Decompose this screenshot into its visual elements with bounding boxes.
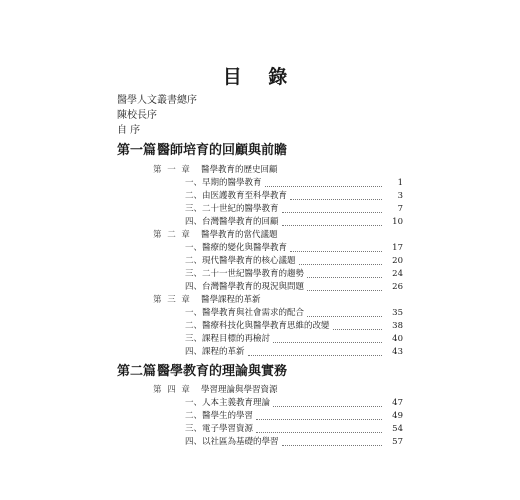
dot-leader: [248, 354, 382, 356]
toc-entry: [153, 268, 403, 281]
toc-entry: [153, 423, 403, 436]
entry-title: 一、人本主義教育理論: [185, 398, 271, 408]
chapter-number: 第 四 章: [153, 385, 192, 395]
dot-leader: [307, 289, 382, 291]
part-heading: [117, 360, 287, 379]
entry-page: 7: [397, 204, 403, 214]
toc-entry: [153, 242, 403, 255]
toc-entry: [153, 281, 403, 294]
dot-leader: [333, 328, 382, 330]
entry-title: 二、醫療科技化與醫學教育思維的改變: [185, 321, 330, 331]
part-title: 醫師培育的回顧與前瞻: [157, 143, 288, 158]
dot-leader: [290, 198, 382, 200]
entry-title: 二、由医護教育至科學教育: [185, 191, 288, 201]
part-heading: [117, 139, 287, 158]
chapter-title: 學習理論與學習資源: [201, 385, 278, 395]
entry-title: 一、醫療的變化與醫學教育: [185, 243, 288, 253]
toc-entry: [153, 177, 403, 190]
front-matter: [117, 93, 197, 138]
entry-page: 38: [392, 321, 403, 331]
toc-entry: [153, 346, 403, 359]
entry-page: 26: [392, 282, 403, 292]
chapter-heading: [153, 164, 403, 177]
entry-page: 54: [392, 424, 403, 434]
entry-page: 35: [392, 308, 403, 318]
entry-title: 三、二十一世紀醫學教育的趨勢: [185, 269, 305, 279]
toc-entry: [153, 216, 403, 229]
front-matter-item: 陳校長序: [117, 110, 157, 121]
toc-entry: [153, 307, 403, 320]
entry-page: 20: [392, 256, 403, 266]
dot-leader: [282, 444, 382, 446]
chapter-title: 醫學教育的當代議題: [201, 230, 278, 240]
chapter-number: 第 三 章: [153, 295, 192, 305]
entry-title: 四、以社區為基礎的學習: [185, 437, 279, 447]
chapter-block: [153, 384, 403, 449]
entry-title: 二、現代醫學教育的核心議題: [185, 256, 296, 266]
toc-entry: [153, 255, 403, 268]
toc-entry: [153, 203, 403, 216]
toc-entry: [153, 190, 403, 203]
toc-entry: [153, 436, 403, 449]
entry-page: 24: [392, 269, 403, 279]
chapter-number: 第 二 章: [153, 230, 192, 240]
entry-page: 43: [392, 347, 403, 357]
chapter-heading: [153, 294, 403, 307]
dot-leader: [273, 341, 382, 343]
chapter-title: 醫學課程的革新: [201, 295, 261, 305]
entry-title: 一、早期的醫學教育: [185, 178, 262, 188]
entry-page: 47: [392, 398, 403, 408]
toc-entry: [153, 410, 403, 423]
entry-title: 三、二十世紀的醫學教育: [185, 204, 279, 214]
entry-title: 四、台灣醫學教育的回顧: [185, 217, 279, 227]
chapter-heading: [153, 384, 403, 397]
toc-entry: [153, 397, 403, 410]
dot-leader: [282, 224, 382, 226]
dot-leader: [265, 185, 382, 187]
entry-title: 一、醫學教育與社會需求的配合: [185, 308, 305, 318]
entry-title: 二、醫學生的學習: [185, 411, 254, 421]
dot-leader: [307, 315, 382, 317]
toc-entry: [153, 320, 403, 333]
front-matter-item: 自 序: [117, 125, 141, 136]
entry-page: 10: [392, 217, 403, 227]
part-number: 第二篇: [117, 364, 157, 379]
entry-title: 三、課程目標的再檢討: [185, 334, 271, 344]
entry-page: 40: [392, 334, 403, 344]
chapter-block: [153, 164, 403, 359]
toc-entry: [153, 333, 403, 346]
entry-title: 四、課程的革新: [185, 347, 245, 357]
entry-page: 57: [392, 437, 403, 447]
toc-title: 目 錄: [222, 66, 298, 88]
part-number: 第一篇: [117, 143, 157, 158]
part-title: 醫學教育的理論與實務: [157, 364, 288, 379]
dot-leader: [256, 418, 382, 420]
entry-page: 17: [392, 243, 403, 253]
chapter-number: 第 一 章: [153, 165, 192, 175]
dot-leader: [299, 263, 382, 265]
dot-leader: [273, 405, 382, 407]
dot-leader: [256, 431, 382, 433]
chapter-title: 醫學教育的歷史回顧: [201, 165, 278, 175]
dot-leader: [307, 276, 382, 278]
front-matter-item: 醫學人文叢書總序: [117, 95, 197, 106]
chapter-heading: [153, 229, 403, 242]
entry-title: 四、台灣醫學教育的現況與問題: [185, 282, 305, 292]
dot-leader: [290, 250, 382, 252]
dot-leader: [282, 211, 382, 213]
entry-page: 1: [397, 178, 403, 188]
entry-page: 3: [397, 191, 403, 201]
entry-page: 49: [392, 411, 403, 421]
entry-title: 三、電子學習資源: [185, 424, 254, 434]
